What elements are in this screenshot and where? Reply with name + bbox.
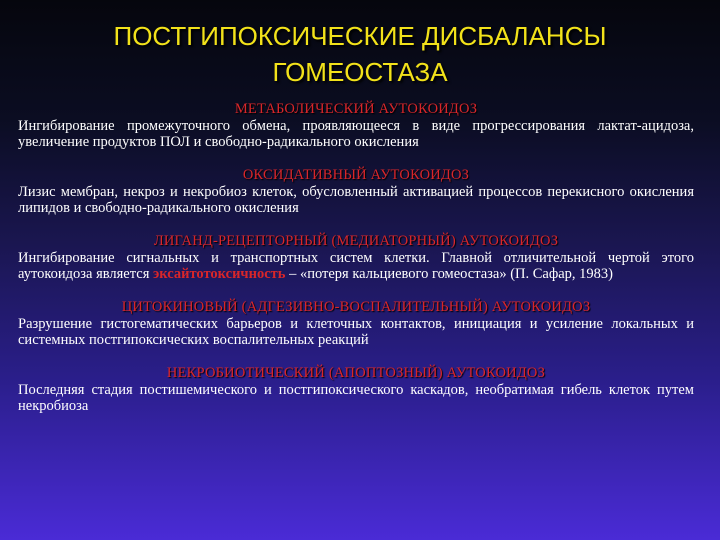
slide-title bbox=[0, 18, 720, 90]
slide-content bbox=[18, 101, 694, 431]
section-heading: МЕТАБОЛИЧЕСКИЙ АУТОКОИДОЗ bbox=[234, 101, 478, 117]
section-text-after: – «потеря кальциевого гомеостаза» (П. Сафар, 1983) bbox=[285, 266, 614, 282]
section-heading: НЕКРОБИОТИЧЕСКИЙ (АПОПТОЗНЫЙ) АУТОКОИДОЗ bbox=[166, 365, 546, 381]
section-cytokine bbox=[18, 299, 694, 348]
section-ligand-receptor bbox=[18, 233, 694, 282]
slide-title-line-1: ПОСТГИПОКСИЧЕСКИЕ ДИСБАЛАНСЫ bbox=[113, 21, 607, 51]
section-heading: ЛИГАНД-РЕЦЕПТОРНЫЙ (МЕДИАТОРНЫЙ) АУТОКОИДОЗ bbox=[153, 233, 559, 249]
section-necrobiotic bbox=[18, 365, 694, 414]
section-text-before: Ингибирование сигнальных и транспортных систем клетки. Главной отличительной чертой этого аутокоидоза является bbox=[18, 250, 694, 282]
section-text: Последняя стадия постишемического и постгипоксического каскадов, необратимая гибель клеток путем некробиоза bbox=[18, 382, 694, 414]
section-heading: ЦИТОКИНОВЫЙ (АДГЕЗИВНО-ВОСПАЛИТЕЛЬНЫЙ) АУТОКОИДОЗ bbox=[121, 299, 591, 315]
section-heading: ОКСИДАТИВНЫЙ АУТОКОИДОЗ bbox=[242, 167, 470, 183]
section-text: Лизис мембран, некроз и некробиоз клеток, обусловленный активацией процессов перекисного окисления липидов и свободно-радикального окисления bbox=[18, 184, 694, 216]
section-text: Разрушение гистогематических барьеров и клеточных контактов, инициация и усиление локальных и системных постгипоксических воспалительных реакций bbox=[18, 316, 694, 348]
section-text bbox=[18, 250, 694, 282]
section-text: Ингибирование промежуточного обмена, проявляющееся в виде прогрессирования лактат-ацидоза, увеличение продуктов ПОЛ и свободно-радикального окисления bbox=[18, 118, 694, 150]
section-oxidative bbox=[18, 167, 694, 216]
highlight-term: эксайтотоксичность bbox=[153, 266, 286, 282]
section-metabolic bbox=[18, 101, 694, 150]
slide-title-line-2: ГОМЕОСТАЗА bbox=[272, 57, 448, 87]
